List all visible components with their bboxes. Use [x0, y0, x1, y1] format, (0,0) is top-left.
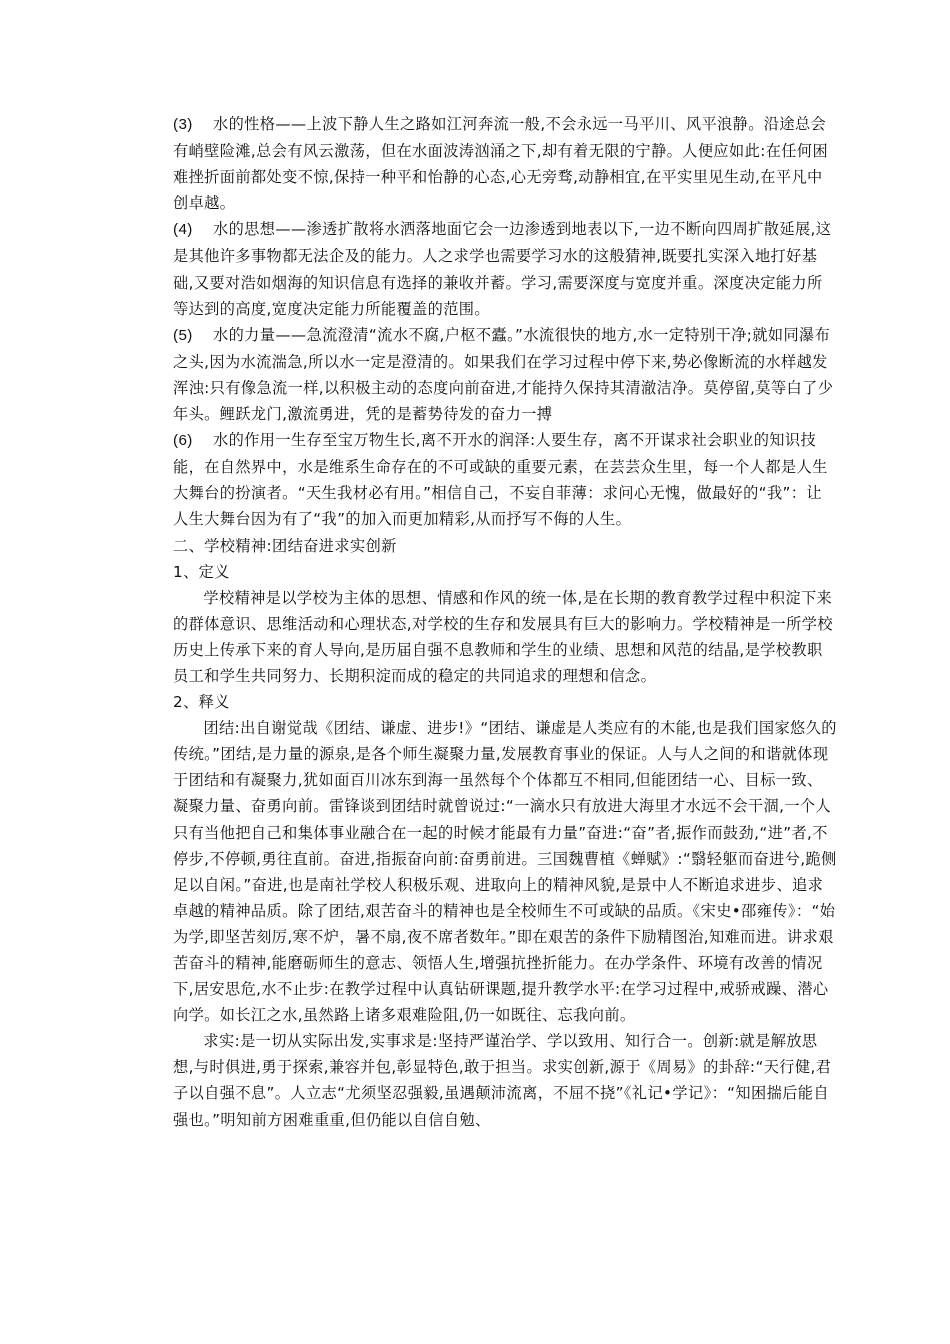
list-item — [173, 322, 837, 427]
document-body — [173, 111, 837, 1133]
explanation-paragraph: 团结:出自谢觉哉《团结、谦虚、进步!》“团结、谦虚是人类应有的木能,也是我们国家悠久的传统。”团结,是力量的源泉,是各个师生凝聚力量,发展教育事业的保证。人与人之间的和谐就体现于团结和有凝聚力,犹如面百川冰东到海一虽然每个个体都互不相同,但能团结一心、目标一致、凝聚力量、奋勇向前。雷锋谈到团结时就曾说过:“一滴水只有放进大海里才水远不会干涸,一个人只有当他把自己和集体事业融合在一起的时候才能最有力量”奋进:“奋”者,振作而鼓劲,“进”者,不停步,不停顿,勇往直前。奋进,指振奋向前:奋勇前进。三国魏曹植《蝉赋》:“翳轻躯而奋进兮,跪侧足以自闲。”奋进,也是南社学校人积极乐观、进取向上的精神风貌,是景中人不断追求进步、追求卓越的精神品质。除了团结,艰苦奋斗的精神也是全校师生不可或缺的品质。《宋史•邵雍传》：“始为学,即坚苦刻厉,寒不炉，暑不扇,夜不席者数年。”即在艰苦的条件下励精图治,知难而进。讲求艰苦奋斗的精神,能磨砺师生的意志、领悟人生,增强抗挫折能力。在办学条件、环境有改善的情况下,居安思危,水不止步:在教学过程中认真钻研课题,提升教学水平:在学习过程中,戒骄戒躁、潜心向学。如长江之水,虽然路上诸多艰难险阻,仍一如既往、忘我向前。 — [173, 719, 837, 1025]
list-item — [173, 216, 837, 321]
explanation-heading: 2、释义 — [173, 693, 230, 712]
list-item — [173, 427, 837, 532]
item-number: (4) — [173, 221, 193, 239]
item-number: (5) — [173, 326, 193, 344]
item-text: 水的力量——急流澄清“流水不腐,户枢不蠹。”水流很快的地方,水一定特别干净;就如同瀑布之头,因为水流湍急,所以水一定是澄清的。如果我们在学习过程中停下来,势必像断流的水样越发浑浊:只有像急流一样,以积极主动的态度向前奋进,才能持久保持其清澈洁净。莫停留,莫等白了少年头。鲤跃龙门,激流勇进，凭的是蓄势待发的奋力一搏 — [173, 325, 834, 424]
list-item — [173, 111, 837, 216]
section-title: 二、学校精神:团结奋进求实创新 — [173, 536, 397, 555]
item-number: (3) — [173, 116, 193, 133]
item-text: 水的性格——上波下静人生之路如江河奔流一般,不会永远一马平川、风平浪静。沿途总会有峭壁险滩,总会有风云激荡，但在水面波涛汹涌之下,却有着无限的宁静。人便应如此:在任何困难挫折面前都处变不惊,保持一种平和怡静的心态,心无旁骛,动静相宜,在平实里见生动,在平凡中创卓越。 — [173, 115, 829, 213]
item-number: (6) — [173, 432, 193, 450]
item-text: 水的思想——渗透扩散将水洒落地面它会一边渗透到地表以下,一边不断向四周扩散延展,这是其他许多事物都无法企及的能力。人之求学也需要学习水的这般猜神,既要扎实深入地打好基础,又要对浩如烟海的知识信息有选择的兼收并蓄。学习,需要深度与宽度并重。深度决定能力所等达到的高度,宽度决定能力所能覆盖的范围。 — [173, 220, 832, 318]
explanation-paragraph: 求实:是一切从实际出发,实事求是:坚持严谨治学、学以致用、知行合一。创新:就是解放思想,与时俱进,勇于探索,兼容并包,彰显特色,敢于担当。求实创新,源于《周易》的卦辞:“天行健,君子以自强不息”。人立志“尤须坚忍强毅,虽遇颠沛流离，不屈不挠”《礼记•学记》：“知困揣后能自强也。”明知前方困难重重,但仍能以自信自勉、 — [173, 1032, 832, 1129]
definition-paragraph: 学校精神是以学校为主体的思想、情感和作风的统一体,是在长期的教育教学过程中积淀下来的群体意识、思维活动和心理状态,对学校的生存和发展具有巨大的影响力。学校精神是一所学校历史上传承下来的育人导向,是历届自强不息教师和学生的业绩、思想和风范的结晶,是学校教职员工和学生共同努力、长期积淀而成的稳定的共同追求的理想和信念。 — [173, 588, 833, 685]
definition-heading: 1、定义 — [173, 562, 230, 581]
item-text: 水的作用一生存至宝万物生长,离不开水的润泽:人要生存，离不开谋求社会职业的知识技能，在自然界中，水是维系生命存在的不可或缺的重要元素，在芸芸众生里，每一个人都是人生大舞台的扮演者。“天生我材必有用。”相信自己，不妄自菲薄：求问心无愧，做最好的“我”：让人生大舞台因为有了“我”的加入而更加精彩,从而抒写不侮的人生。 — [173, 431, 828, 529]
